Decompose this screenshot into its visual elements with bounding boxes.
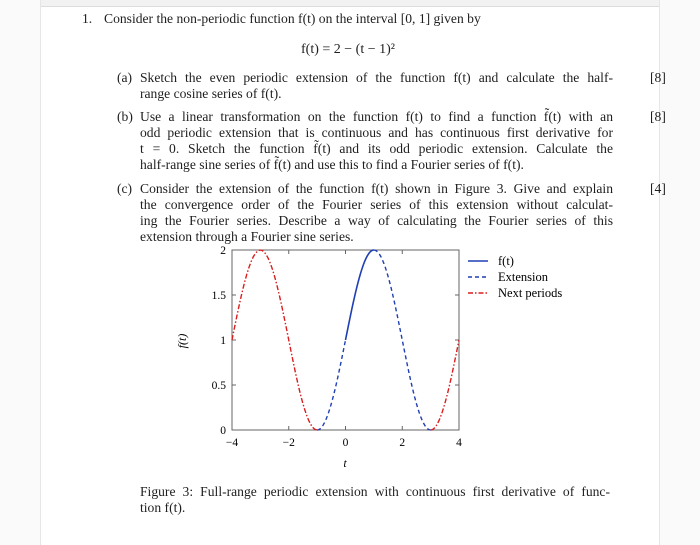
y-tick-label: 1.5 [211, 290, 226, 302]
part-b-text [140, 109, 613, 173]
part-b-line: Use a linear transformation on the function f(t) to find a function f̃(t) with an [140, 109, 613, 124]
x-tick-label: −4 [225, 437, 239, 449]
legend-label: Next periods [498, 286, 563, 300]
part-b-line: half-range sine series of f̃(t) and use this to find a Fourier series of f(t). [140, 157, 524, 172]
part-c-line: the convergence order of the Fourier series of this extension without calculat- [140, 197, 613, 212]
series-line-3 [232, 250, 317, 430]
part-a-line: Sketch the even periodic extension of the function f(t) and calculate the half- [140, 70, 613, 85]
part-b-label: (b) [117, 109, 133, 124]
legend-label: Extension [498, 270, 548, 284]
left-margin [0, 0, 41, 545]
part-c-marks: [4] [650, 181, 666, 196]
part-b-marks: [8] [650, 109, 666, 124]
caption-line: tion f(t). [140, 500, 186, 515]
series-line-2 [374, 250, 431, 430]
series-line-1 [346, 250, 374, 340]
x-tick-label: −2 [282, 437, 295, 449]
y-tick-label: 0 [220, 425, 226, 437]
series-line-2 [317, 340, 345, 430]
y-tick-label: 1 [220, 335, 226, 347]
y-tick-label: 2 [220, 245, 226, 257]
top-edge [0, 0, 700, 7]
y-tick-label: 0.5 [211, 380, 226, 392]
part-b-line: odd periodic extension that is continuous and has continuous first derivative for [140, 125, 613, 140]
part-a-text [140, 70, 613, 102]
x-axis-label: t [343, 456, 347, 470]
x-tick-label: 4 [456, 437, 462, 449]
function-formula: f(t) = 2 − (t − 1)² [301, 42, 395, 57]
part-c-line: extension through a Fourier sine series. [140, 229, 354, 244]
caption-line: Figure 3: Full-range periodic extension with continuous first derivative of func- [140, 484, 610, 499]
series-line-3 [431, 340, 459, 430]
part-c-label: (c) [117, 181, 133, 196]
question-number: 1. [82, 11, 93, 26]
part-c-line: Consider the extension of the function f(t) shown in Figure 3. Give and explain [140, 181, 613, 196]
y-axis-label: f(t) [175, 333, 189, 349]
part-c-text [140, 181, 613, 245]
figure-caption [140, 484, 610, 516]
question-intro: Consider the non-periodic function f(t) on the interval [0, 1] given by [104, 11, 481, 26]
x-tick-label: 0 [342, 437, 349, 449]
part-a-label: (a) [117, 70, 133, 85]
part-a-marks: [8] [650, 70, 666, 85]
part-a-line: range cosine series of f(t). [140, 86, 282, 101]
part-b-line: t = 0. Sketch the function f̃(t) and its odd periodic extension. Calculate the [140, 141, 613, 156]
x-tick-label: 2 [399, 437, 406, 449]
part-c-line: ing the Fourier series. Describe a way of calculating the Fourier series of this [140, 213, 613, 228]
figure-3-chart [150, 245, 590, 475]
legend-label: f(t) [498, 254, 514, 268]
